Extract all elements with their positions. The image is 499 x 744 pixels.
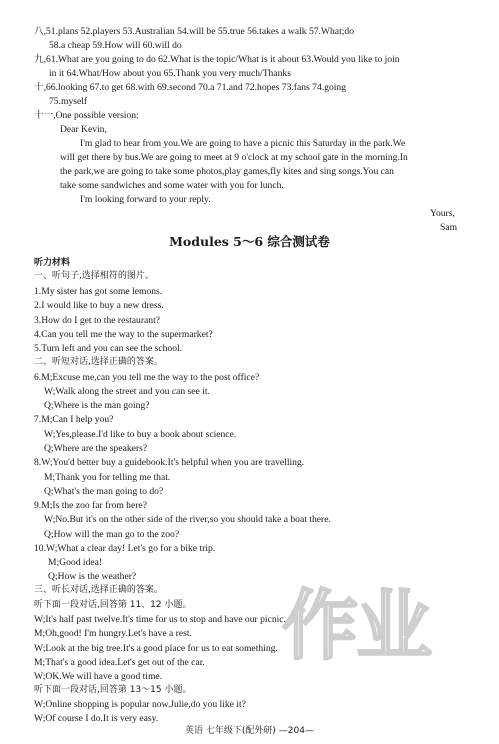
answer-line-9-cont: in it 64.What/How about you 65.Thank you very much/Thanks	[49, 68, 291, 79]
listening-line: Q;How will the man go to the zoo?	[44, 529, 180, 540]
listening-line: M;That's a good idea.Let's get out of the car.	[34, 657, 205, 668]
letter-greeting: Dear Kevin,	[60, 124, 107, 135]
listening-label: 听力材料	[34, 258, 71, 268]
listening-line: W;It's half past twelve.It's time for us to stop and have our picnic.	[34, 614, 286, 625]
answer-line-11: 十一,One possible version:	[34, 110, 139, 121]
listening-line: 8.W;You'd better buy a guidebook.It's helpful when you are travelling.	[34, 457, 305, 468]
answer-line-9: 九,61.What are you going to do 62.What is the topic/What is it about 63.Would you like to join	[34, 54, 400, 65]
listening-line: Q;How is the weather?	[48, 571, 137, 582]
listening-section-heading: 二、听短对话,选择正确的答案。	[34, 357, 163, 367]
letter-line-2: will get there by bus.We are going to meet at 9 o'clock at my school gate in the morning.In	[60, 152, 408, 163]
letter-line-5: I'm looking forward to your reply.	[80, 194, 211, 205]
answer-line-10-cont: 75.myself	[49, 96, 88, 107]
listening-line: 10.W;What a clear day! Let's go for a bike trip.	[34, 543, 216, 554]
listening-line: W;Look at the big tree.It's a good place for us to eat something.	[34, 643, 278, 654]
listening-line: M;Oh,good! I'm hungry.Let's have a rest.	[34, 628, 192, 639]
listening-section-heading: 一、听句子,选择相符的图片。	[34, 271, 154, 281]
answer-line-10: 十,66.looking 67.to get 68.with 69.second 70.a 71.and 72.hopes 73.fans 74.going	[34, 82, 347, 93]
listening-line: 2.I would like to buy a new dress.	[34, 300, 164, 311]
listening-section-heading: 三、听长对话,选择正确的答案。	[34, 585, 163, 595]
answer-line-8: 八,51.plans 52.players 53.Australian 54.will be 55.true 56.takes a walk 57.What;do	[34, 26, 354, 37]
answer-line-8-cont: 58.a cheap 59.How will 60.will do	[49, 40, 182, 51]
watermark: 作业	[282, 581, 430, 670]
listening-line: M;Thank you for telling me that.	[44, 472, 171, 483]
listening-instruction: 听下面一段对话,回答第 11、12 小题。	[34, 600, 192, 610]
listening-line: W;Online shopping is popular now.Julie,do you like it?	[34, 699, 246, 710]
listening-line: 9.M;Is the zoo far from here?	[34, 500, 147, 511]
listening-line: 5.Turn left and you can see the school.	[34, 343, 183, 354]
letter-line-3: the park,we are going to take some photos,play games,fly kites and sing songs.You can	[60, 166, 394, 177]
letter-line-4: take some sandwiches and some water with you for lunch.	[60, 180, 284, 191]
listening-line: 6.M;Excuse me,can you tell me the way to the post office?	[34, 372, 260, 383]
listening-line: 7.M;Can I help you?	[34, 414, 114, 425]
listening-line: W;Yes,please.I'd like to buy a book about science.	[44, 429, 237, 440]
listening-line: W;OK.We will have a good time.	[34, 671, 163, 682]
listening-line: Q;Where is the man going?	[44, 400, 150, 411]
page-footer: 英语 七年级下(配外研) —204—	[185, 726, 314, 736]
listening-line: Q;Where are the speakers?	[44, 443, 148, 454]
listening-line: M;Good idea!	[48, 557, 103, 568]
listening-line: W;Walk along the street and you can see it.	[44, 386, 210, 397]
letter-closing: Yours,	[430, 208, 455, 219]
listening-instruction: 听下面一段对话,回答第 13～15 小题。	[34, 685, 192, 695]
letter-signature: Sam	[440, 222, 458, 233]
listening-line: Q;What's the man going to do?	[44, 486, 164, 497]
listening-line: 4.Can you tell me the way to the supermarket?	[34, 329, 213, 340]
listening-line: W;No.But it's on the other side of the river,so you should take a boat there.	[44, 514, 331, 525]
test-title: Modules 5～6 综合测试卷	[169, 234, 330, 249]
listening-line: 1.My sister has got some lemons.	[34, 286, 163, 297]
listening-line: W;Of course I do.It is very easy.	[34, 713, 159, 724]
listening-line: 3.How do I get to the restaurant?	[34, 315, 161, 326]
letter-line-1: I'm glad to hear from you.We are going to have a picnic this Saturday in the park.We	[80, 138, 406, 149]
